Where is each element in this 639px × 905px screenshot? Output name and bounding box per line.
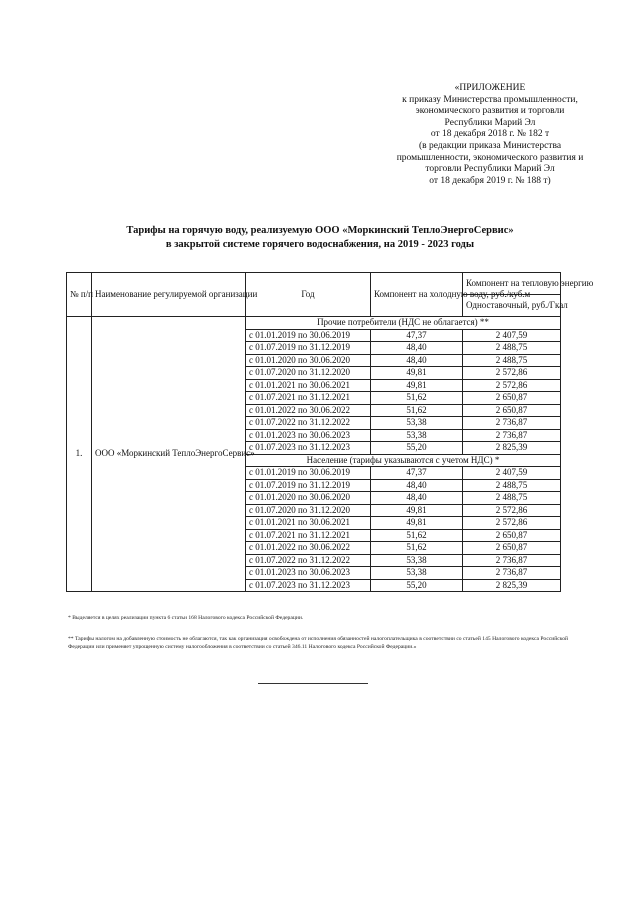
period-cell: с 01.07.2021 по 31.12.2021: [246, 529, 371, 542]
heat-energy-cell: 2 736,87: [463, 567, 561, 580]
appendix-line: экономического развития и торговли: [415, 106, 565, 117]
header-heat-energy: Компонент на тепловую энергию: [463, 273, 561, 295]
heat-energy-cell: 2 650,87: [463, 404, 561, 417]
heat-energy-cell: 2 572,86: [463, 367, 561, 380]
cold-water-cell: 49,81: [371, 517, 463, 530]
heat-energy-cell: 2 488,75: [463, 479, 561, 492]
heat-energy-cell: 2 572,86: [463, 379, 561, 392]
closing-divider: [258, 683, 368, 684]
cold-water-cell: 51,62: [371, 542, 463, 555]
heat-energy-cell: 2 488,75: [463, 342, 561, 355]
heat-energy-cell: 2 650,87: [463, 542, 561, 555]
heat-energy-cell: 2 825,39: [463, 442, 561, 455]
cold-water-cell: 49,81: [371, 379, 463, 392]
cold-water-cell: 51,62: [371, 529, 463, 542]
footnote-vat-included: * Выделяется в целях реализации пункта 6 статьи 168 Налогового кодекса Российской Федерации.: [68, 615, 304, 621]
period-cell: с 01.07.2020 по 31.12.2020: [246, 504, 371, 517]
period-cell: с 01.07.2019 по 31.12.2019: [246, 342, 371, 355]
period-cell: с 01.01.2019 по 30.06.2019: [246, 329, 371, 342]
header-year: Год: [246, 273, 371, 317]
cold-water-cell: 48,40: [371, 342, 463, 355]
cold-water-cell: 49,81: [371, 367, 463, 380]
cold-water-cell: 53,38: [371, 554, 463, 567]
heat-energy-cell: 2 650,87: [463, 529, 561, 542]
cold-water-cell: 51,62: [371, 404, 463, 417]
heat-energy-cell: 2 736,87: [463, 554, 561, 567]
title-line-1: Тарифы на горячую воду, реализуемую ООО «Моркинский ТеплоЭнергоСервис»: [126, 225, 514, 236]
cold-water-cell: 53,38: [371, 417, 463, 430]
period-cell: с 01.01.2022 по 30.06.2022: [246, 404, 371, 417]
heat-energy-cell: 2 736,87: [463, 429, 561, 442]
row-number: 1.: [67, 317, 92, 592]
group-label-other-consumers: Прочие потребители (НДС не облагается) **: [246, 317, 561, 330]
appendix-header: [380, 83, 600, 187]
appendix-line: «ПРИЛОЖЕНИЕ: [454, 83, 526, 93]
appendix-line: к приказу Министерства промышленности,: [402, 94, 578, 105]
organization-name: ООО «Моркинский ТеплоЭнергоСервис»: [92, 317, 246, 592]
period-cell: с 01.01.2023 по 30.06.2023: [246, 567, 371, 580]
period-cell: с 01.01.2020 по 30.06.2020: [246, 492, 371, 505]
cold-water-cell: 48,40: [371, 492, 463, 505]
cold-water-cell: 55,20: [371, 442, 463, 455]
period-cell: с 01.01.2023 по 30.06.2023: [246, 429, 371, 442]
cold-water-cell: 48,40: [371, 354, 463, 367]
document-title: [60, 224, 580, 251]
period-cell: с 01.01.2020 по 30.06.2020: [246, 354, 371, 367]
period-cell: с 01.07.2019 по 31.12.2019: [246, 479, 371, 492]
appendix-line: Республики Марий Эл: [444, 117, 536, 128]
cold-water-cell: 55,20: [371, 579, 463, 592]
heat-energy-cell: 2 488,75: [463, 354, 561, 367]
period-cell: с 01.01.2022 по 30.06.2022: [246, 542, 371, 555]
period-cell: с 01.07.2023 по 31.12.2023: [246, 579, 371, 592]
header-cold-water: Компонент на холодную воду, руб./куб.м: [371, 273, 463, 317]
heat-energy-cell: 2 650,87: [463, 392, 561, 405]
period-cell: с 01.07.2021 по 31.12.2021: [246, 392, 371, 405]
cold-water-cell: 47,37: [371, 467, 463, 480]
appendix-line: от 18 декабря 2018 г. № 182 т: [430, 129, 550, 140]
appendix-line: от 18 декабря 2019 г. № 188 т): [429, 175, 551, 186]
tariff-table: [66, 272, 594, 592]
period-cell: с 01.01.2019 по 30.06.2019: [246, 467, 371, 480]
header-heat-single-rate: Одноставочный, руб./Гкал: [463, 295, 561, 317]
header-number: № п/п: [67, 273, 92, 317]
cold-water-cell: 49,81: [371, 504, 463, 517]
footnote-vat-exempt: ** Тарифы налогом на добавленную стоимость не облагаются, так как организация освобождена от исполнения обязанностей налогоплательщика в соответствии со статьей 145 Налогового кодекса Российской Федерации или применяет упрощенную систему налогообложения в соответствии со статьей 346.11 Налогового кодекса Российской Федерации.»: [68, 636, 568, 650]
cold-water-cell: 53,38: [371, 429, 463, 442]
cold-water-cell: 51,62: [371, 392, 463, 405]
period-cell: с 01.07.2023 по 31.12.2023: [246, 442, 371, 455]
heat-energy-cell: 2 572,86: [463, 517, 561, 530]
cold-water-cell: 47,37: [371, 329, 463, 342]
period-cell: с 01.07.2022 по 31.12.2022: [246, 417, 371, 430]
period-cell: с 01.07.2020 по 31.12.2020: [246, 367, 371, 380]
appendix-line: торговли Республики Марий Эл: [425, 164, 555, 175]
heat-energy-cell: 2 736,87: [463, 417, 561, 430]
group-label-population: Население (тарифы указываются с учетом НДС) *: [246, 454, 561, 467]
heat-energy-cell: 2 825,39: [463, 579, 561, 592]
heat-energy-cell: 2 407,59: [463, 329, 561, 342]
cold-water-cell: 53,38: [371, 567, 463, 580]
header-organization: Наименование регулируемой организации: [92, 273, 246, 317]
heat-energy-cell: 2 488,75: [463, 492, 561, 505]
heat-energy-cell: 2 572,86: [463, 504, 561, 517]
period-cell: с 01.01.2021 по 30.06.2021: [246, 379, 371, 392]
heat-energy-cell: 2 407,59: [463, 467, 561, 480]
period-cell: с 01.07.2022 по 31.12.2022: [246, 554, 371, 567]
cold-water-cell: 48,40: [371, 479, 463, 492]
appendix-line: промышленности, экономического развития и: [396, 152, 584, 163]
period-cell: с 01.01.2021 по 30.06.2021: [246, 517, 371, 530]
title-line-2: в закрытой системе горячего водоснабжения, на 2019 - 2023 годы: [165, 238, 475, 250]
appendix-line: (в редакции приказа Министерства: [418, 140, 562, 151]
